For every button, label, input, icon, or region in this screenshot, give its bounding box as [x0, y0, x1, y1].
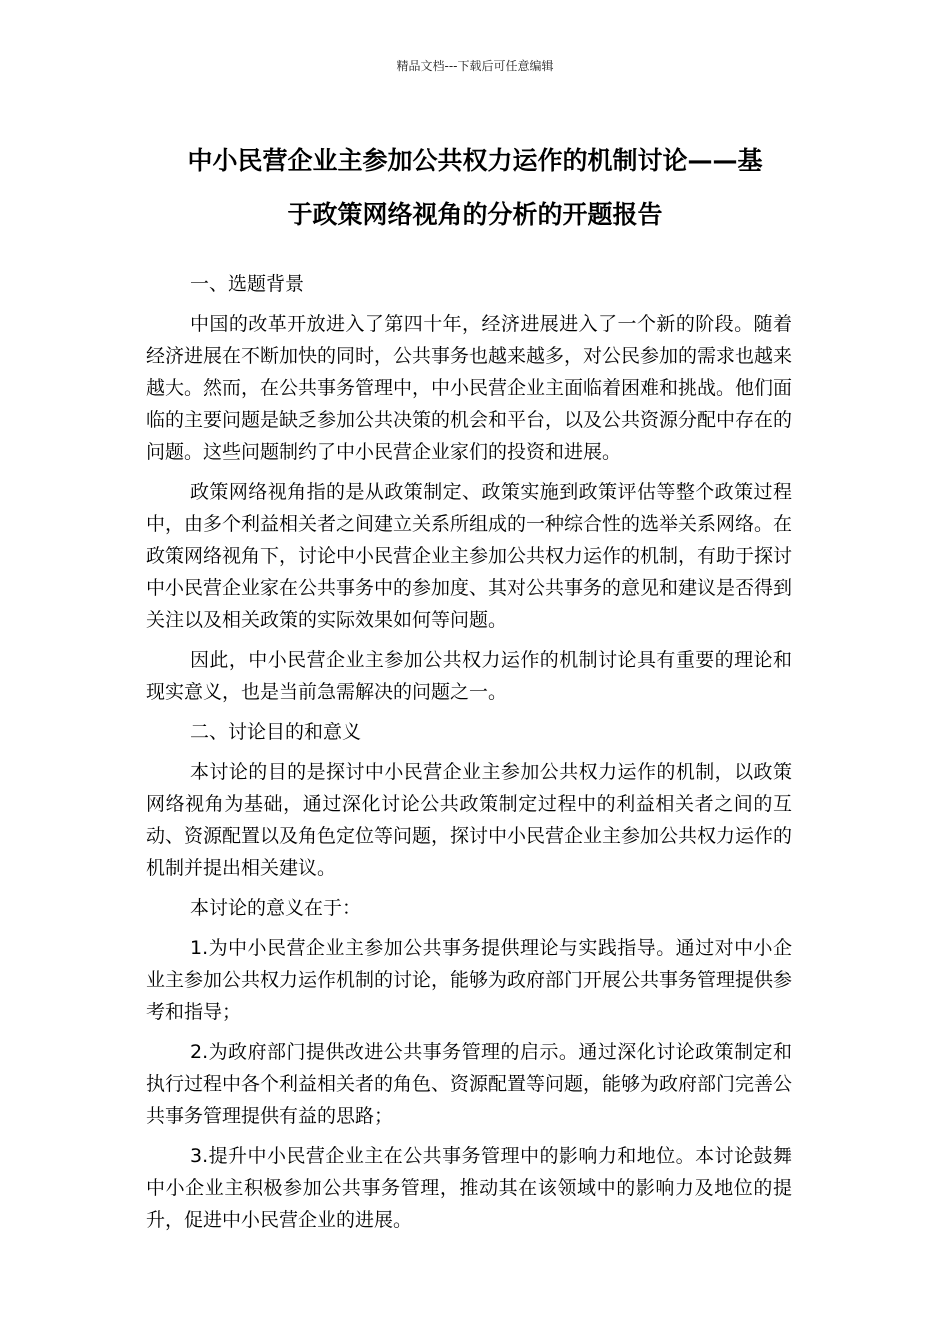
title-line-1: 中小民营企业主参加公共权力运作的机制讨论——基: [187, 146, 763, 175]
paragraph: 因此，中小民营企业主参加公共权力运作的机制讨论具有重要的理论和现实意义，也是当前急需解决的问题之一。: [146, 649, 792, 703]
document-title: [140, 134, 810, 242]
section-heading-background: 一、选题背景: [190, 273, 305, 295]
document-body: [146, 268, 792, 1244]
paragraph: 本讨论的目的是探讨中小民营企业主参加公共权力运作的机制，以政策网络视角为基础，通过深化讨论公共政策制定过程中的利益相关者之间的互动、资源配置以及角色定位等问题，探讨中小民营企业主参加公共权力运作的机制并提出相关建议。: [146, 761, 793, 879]
paragraph: 中国的改革开放进入了第四十年，经济进展进入了一个新的阶段。随着经济进展在不断加快的同时，公共事务也越来越多，对公民参加的需求也越来越大。然而，在公共事务管理中，中小民营企业主面临着困难和挑战。他们面临的主要问题是缺乏参加公共决策的机会和平台，以及公共资源分配中存在的问题。这些问题制约了中小民营企业家们的投资和进展。: [146, 313, 793, 463]
page-header-watermark: 精品文档---下载后可任意编辑: [396, 59, 554, 73]
list-item: 1.为中小民营企业主参加公共事务提供理论与实践指导。通过对中小企业主参加公共权力运作机制的讨论，能够为政府部门开展公共事务管理提供参考和指导；: [146, 937, 793, 1023]
list-item: 3.提升中小民营企业主在公共事务管理中的影响力和地位。本讨论鼓舞中小企业主积极参加公共事务管理，推动其在该领域中的影响力及地位的提升，促进中小民营企业的进展。: [146, 1145, 792, 1231]
title-line-2: 于政策网络视角的分析的开题报告: [287, 200, 663, 229]
paragraph: 本讨论的意义在于：: [190, 897, 362, 919]
paragraph: 政策网络视角指的是从政策制定、政策实施到政策评估等整个政策过程中，由多个利益相关者之间建立关系所组成的一种综合性的选举关系网络。在政策网络视角下，讨论中小民营企业主参加公共权力运作的机制，有助于探讨中小民营企业家在公共事务中的参加度、其对公共事务的意见和建议是否得到关注以及相关政策的实际效果如何等问题。: [146, 481, 793, 631]
list-item: 2.为政府部门提供改进公共事务管理的启示。通过深化讨论政策制定和执行过程中各个利益相关者的角色、资源配置等问题，能够为政府部门完善公共事务管理提供有益的思路；: [146, 1041, 793, 1127]
section-heading-purpose: 二、讨论目的和意义: [190, 721, 362, 743]
